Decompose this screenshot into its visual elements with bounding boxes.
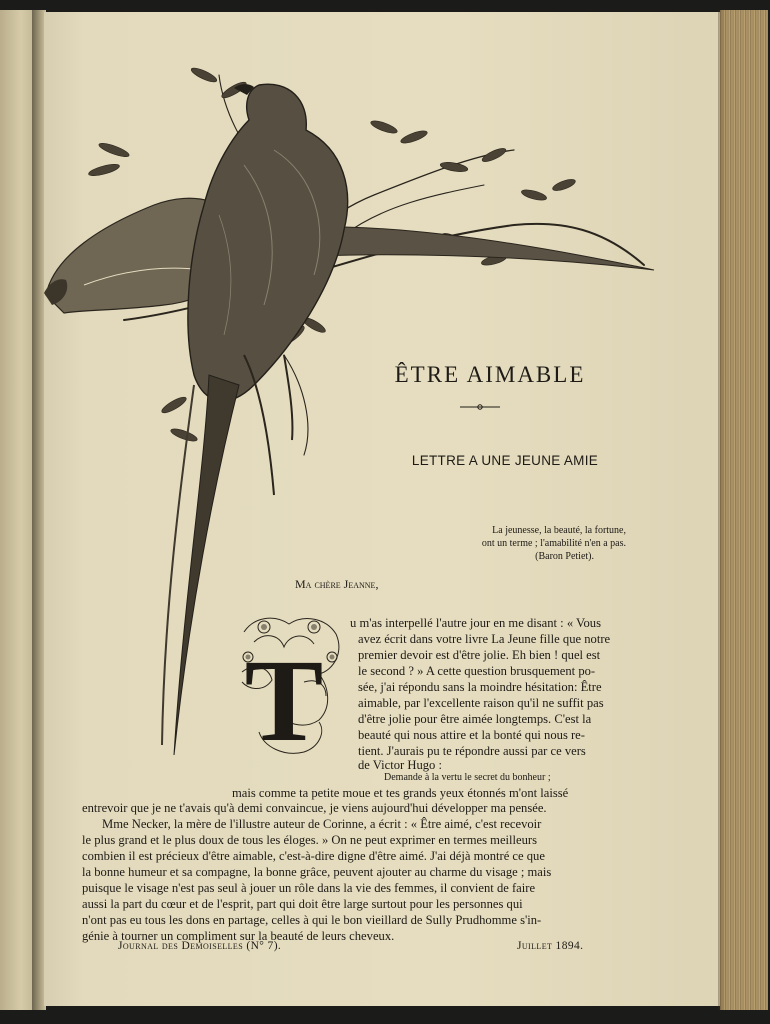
- footer-date: Juillet 1894.: [517, 940, 584, 952]
- dropcap-initial: [234, 612, 346, 762]
- fore-edge-shadow: [718, 10, 726, 1010]
- body-line: tient. J'aurais pu te répondre aussi par ce vers: [358, 744, 586, 758]
- paragraph-line: combien il est précieux d'être aimable, c'est-à-dire digne d'être aimé. J'ai déjà montré ce que: [82, 849, 545, 863]
- body-line: le second ? » A cette question brusquement po-: [358, 664, 596, 678]
- paragraph-line: le plus grand et le plus doux de tous les éloges. » On ne peut exprimer en termes meilleurs: [82, 833, 538, 847]
- paragraph-line: entrevoir que je ne t'avais qu'à demi convaincue, je viens aujourd'hui développer ma pensée.: [82, 801, 547, 815]
- body-line: premier devoir est d'être jolie. Eh bien ! quel est: [358, 648, 601, 662]
- body-line: beauté qui nous attire et la bonté qui nous re-: [358, 728, 585, 742]
- body-line: de Victor Hugo :: [358, 758, 443, 772]
- body-line: avez écrit dans votre livre La Jeune fille que notre: [358, 632, 611, 646]
- body-line: u m'as interpellé l'autre jour en me disant : « Vous: [350, 616, 602, 630]
- body-line: aimable, par l'excellente raison qu'il ne suffit pas: [358, 696, 604, 710]
- body-line: sée, j'ai répondu sans la moindre hésitation: Être: [358, 680, 602, 694]
- footer-journal: Journal des Demoiselles (N° 7).: [118, 940, 282, 952]
- page-fore-edge: [720, 10, 768, 1010]
- epigraph-line: ont un terme ; l'amabilité n'en a pas.: [481, 538, 626, 549]
- paragraph-line: Mme Necker, la mère de l'illustre auteur de Corinne, a écrit : « Être aimé, c'est recevoir: [102, 817, 542, 831]
- paragraph-line: la bonne humeur et sa compagne, la bonne grâce, peuvent ajouter au charme du visage ; mais: [82, 865, 552, 879]
- epigraph: [400, 524, 626, 563]
- paragraph-line: puisque le visage n'est pas seul à jouer un rôle dans la vie des femmes, il convient de faire: [82, 881, 536, 895]
- article-subtitle: LETTRE A UNE JEUNE AMIE: [411, 453, 599, 468]
- paragraph-line: génie à tourner un compliment sur la beauté de leurs cheveux.: [82, 929, 395, 943]
- body-line: d'être jolie pour être aimée longtemps. C'est la: [358, 712, 592, 726]
- article-title: ÊTRE AIMABLE: [394, 362, 586, 387]
- title-divider-ornament: [458, 402, 502, 412]
- epigraph-line: La jeunesse, la beauté, la fortune,: [492, 525, 626, 536]
- epigraph-attribution: (Baron Petiet).: [535, 551, 594, 562]
- paragraph-line: n'ont pas eu tous les dons en partage, celles à qui le bon vieillard de Sully Prudhomme s'in-: [82, 913, 542, 927]
- paragraph-line: aussi la part du cœur et de l'esprit, part qui doit être large surtout pour les personnes qui: [82, 897, 523, 911]
- paragraph-line: mais comme ta petite moue et tes grands yeux étonnés m'ont laissé: [232, 786, 569, 800]
- salutation: Ma chère Jeanne,: [295, 577, 379, 591]
- verse-quote: Demande à la vertu le secret du bonheur ;: [384, 772, 551, 783]
- dropcap-letter: T: [244, 635, 324, 762]
